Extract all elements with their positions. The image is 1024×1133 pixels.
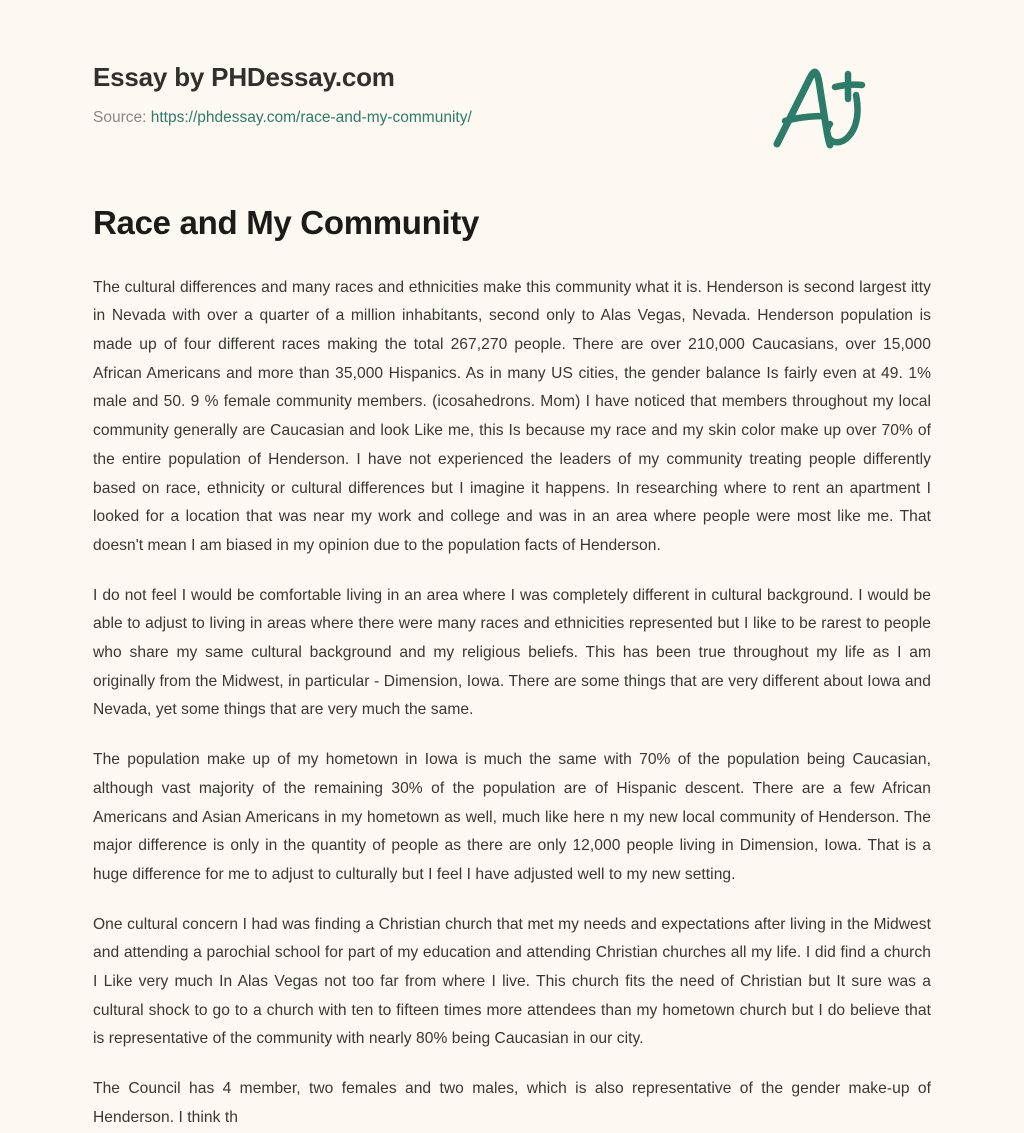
paragraph: The population make up of my hometown in Iowa is much the same with 70% of the population being Caucasian, although vast majority of the remaining 30% of the population are of Hispanic descent. There are a few African Americans and Asian Americans in my hometown as well, much like here n my new local community of Henderson. The major difference is only in the quantity of people as there are only 12,000 people living in Dimension, Iowa. That is a huge difference for me to adjust to culturally but I feel I have adjusted well to my new setting.	[93, 751, 931, 883]
brand-title: Essay by PHDessay.com	[93, 62, 395, 92]
page-header	[93, 0, 931, 126]
page-title: Race and My Community	[93, 204, 480, 241]
a-plus-logo-icon	[763, 58, 873, 158]
paragraph: The Council has 4 member, two females and two males, which is also representative of the gender make-up of Henderson. I think th	[93, 1080, 931, 1126]
paragraph: One cultural concern I had was finding a Christian church that met my needs and expectations after living in the Midwest and attending a parochial school for part of my education and attending Christian churches all my life. I did find a church I Like very much In Alas Vegas not too far from where I live. This church fits the need of Christian but It sure was a cultural shock to go to a church with ten to fifteen times more attendees than my hometown church but I do believe that is representative of the community with nearly 80% being Caucasian in our city.	[93, 915, 931, 1048]
paragraph: The cultural differences and many races and ethnicities make this community what it is. Henderson is second largest itty in Nevada with over a quarter of a million inhabitants, second only to Alas Vegas, Nevada. Henderson population is made up of four different races making the total 267,270 people. There are over 210,000 Caucasians, over 15,000 African Americans and more than 35,000 Hispanics. As in many US cities, the gender balance Is fairly even at 49. 1% male and 50. 9 % female community members. (icosahedrons. Mom) I have noticed that members throughout my local community generally are Caucasian and look Like me, this Is because my race and my skin color make up over 70% of the entire population of Henderson. I have not experienced the leaders of my community treating people differently based on race, ethnicity or cultural differences but I imagine it happens. In researching where to rent an apartment I looked for a location that was near my work and college and was in an area where people were most like me. That doesn't mean I am biased in my opinion due to the population facts of Henderson.	[93, 278, 931, 554]
source-url-link[interactable]: https://phdessay.com/race-and-my-community/	[150, 108, 472, 126]
source-label: Source:	[93, 108, 147, 126]
essay-body	[93, 274, 931, 1133]
paragraph: I do not feel I would be comfortable living in an area where I was completely different in cultural background. I would be able to adjust to living in areas where there were many races and ethnicities represented but I like to be rarest to people who share my same cultural background and my religious beliefs. This has been true throughout my life as I am originally from the Midwest, in particular - Dimension, Iowa. There are some things that are very different about Iowa and Nevada, yet some things that are very much the same.	[93, 586, 931, 719]
